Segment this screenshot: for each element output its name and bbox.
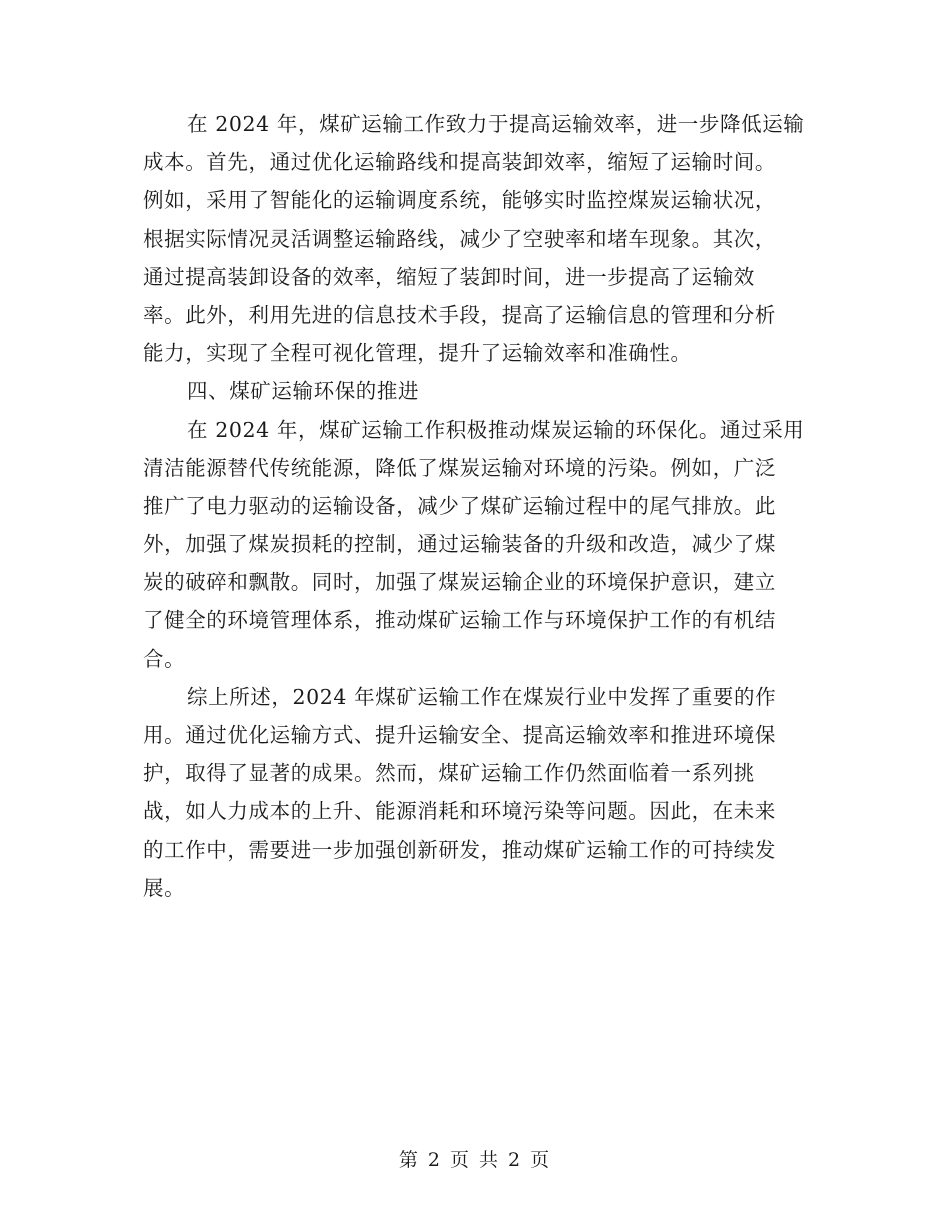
paragraph-line: 用。通过优化运输方式、提升运输安全、提高运输效率和推进环境保 [143,723,776,747]
paragraph-line: 在 2024 年，煤矿运输工作积极推动煤炭运输的环保化。通过采用 [187,417,805,442]
paragraph-line: 综上所述，2024 年煤矿运输工作在煤炭行业中发挥了重要的作 [187,684,777,709]
paragraph-line: 能力，实现了全程可视化管理，提升了运输效率和准确性。 [143,341,692,366]
paragraph-line: 成本。首先，通过优化运输路线和提高装卸效率，缩短了运输时间。 [143,150,776,175]
page-number-footer: 第 2 页 共 2 页 [398,1149,552,1171]
paragraph-line: 的工作中，需要进一步加强创新研发，推动煤矿运输工作的可持续发 [143,837,776,862]
paragraph-line: 外，加强了煤炭损耗的控制，通过运输装备的升级和改造，减少了煤 [143,532,776,557]
paragraph-line: 推广了电力驱动的运输设备，减少了煤矿运输过程中的尾气排放。此 [143,493,776,518]
document-body [143,105,811,907]
paragraph-line: 战，如人力成本的上升、能源消耗和环境污染等问题。因此，在未来 [143,799,776,824]
paragraph-line: 在 2024 年，煤矿运输工作致力于提高运输效率，进一步降低运输 [187,112,805,136]
paragraph-line: 护，取得了显著的成果。然而，煤矿运输工作仍然面临着一系列挑 [143,761,755,786]
paragraph-line: 了健全的环境管理体系，推动煤矿运输工作与环境保护工作的有机结 [143,608,776,633]
paragraph-line: 合。 [143,646,186,671]
paragraph-line: 清洁能源替代传统能源，降低了煤炭运输对环境的污染。例如，广泛 [143,455,776,480]
paragraph-line: 率。此外，利用先进的信息技术手段，提高了运输信息的管理和分析 [143,302,776,327]
paragraph-line: 根据实际情况灵活调整运输路线，减少了空驶率和堵车现象。其次， [143,226,776,251]
section-heading: 四、煤矿运输环保的推进 [187,379,420,404]
paragraph-line: 展。 [143,875,186,900]
paragraph-line: 炭的破碎和飘散。同时，加强了煤炭运输企业的环境保护意识，建立 [143,570,776,595]
paragraph-line: 通过提高装卸设备的效率，缩短了装卸时间，进一步提高了运输效 [143,264,755,289]
paragraph-line: 例如，采用了智能化的运输调度系统，能够实时监控煤炭运输状况， [143,188,776,213]
